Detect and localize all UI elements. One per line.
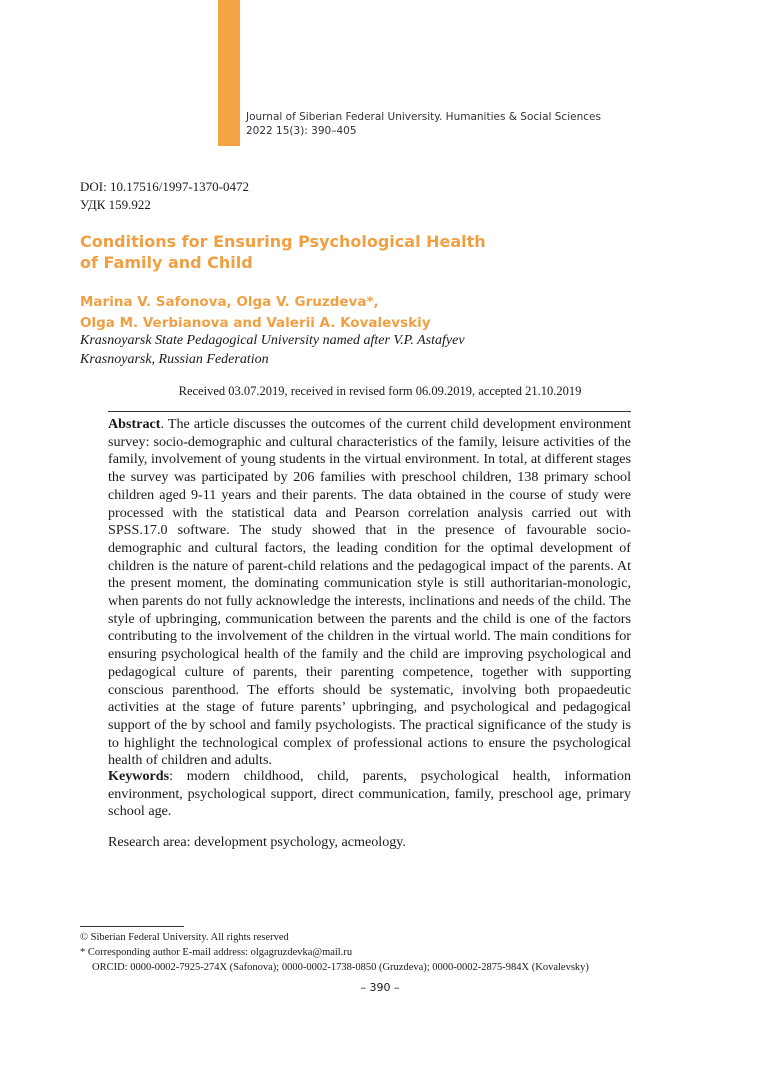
keywords-label: Keywords [108, 768, 170, 784]
abstract-text: . The article discusses the outcomes of the current child development environment survey: socio-demographic and cultural characteristics of the family, leisure activities of the family, involvement of young students in the virtual environment. In total, at different stages the survey was participated by 206 families with preschool children, 138 primary school children aged 9-11 years and their parents. The data obtained in the course of study were processed with the statistical data and Pearson correlation analysis carried out with SPSS.17.0 software. The study showed that in the presence of favourable socio-demographic and cultural factors, the leading condition for the optimal development of children is the nature of parent-child relations and the pedagogical impact of the parents. At the present moment, the dominating communication style is still authoritarian-monologic, when parents do not fully acknowledge the interests, inclinations and needs of the child. The style of upbringing, communication between the parents and the child is one of the factors contributing to the involvement of the children in the virtual world. The main conditions for ensuring psychological health of the family and the child are improving psychological and pedagogical culture of parents, their parenting competence, together with supporting conscious parenthood. The efforts should be systematic, involving both propaedeutic activities at the stage of future parents’ upbringing, and psychological and pedagogical support of the by school and family psychologists. The practical significance of the study is to highlight the technological complex of professional actions to ensure the psychological health of children and adults. [108, 416, 631, 769]
abstract-label: Abstract [108, 416, 161, 432]
title-line-2: of Family and Child [80, 253, 253, 272]
journal-name: Journal of Siberian Federal University. Humanities & Social Sciences [246, 111, 601, 123]
footnote-divider [80, 926, 184, 927]
affiliation-line-1: Krasnoyarsk State Pedagogical University named after V.P. Astafyev [80, 333, 465, 348]
journal-issue: 2022 15(3): 390–405 [246, 125, 357, 137]
title-line-1: Conditions for Ensuring Psychological Health [80, 232, 486, 251]
abstract-divider [108, 411, 631, 412]
copyright-note: © Siberian Federal University. All rights reserved [80, 932, 289, 943]
authors-line-2: Olga M. Verbianova and Valerii A. Kovalevskiy [80, 315, 431, 331]
orcid-note: ORCID: 0000-0002-7925-274X (Safonova); 0000-0002-1738-0850 (Gruzdeva); 0000-0002-2875-984X (Kovalevsky) [92, 962, 589, 973]
corresponding-author-note: * Corresponding author E-mail address: olgagruzdevka@mail.ru [80, 947, 353, 958]
keywords-text: : modern childhood, child, parents, psychological health, information environment, psychological support, direct communication, family, preschool age, primary school age. [108, 768, 631, 820]
footnotes [80, 930, 589, 975]
authors-line-1: Marina V. Safonova, Olga V. Gruzdeva*, [80, 294, 379, 310]
article-title [80, 231, 486, 273]
article-identifiers [80, 178, 249, 214]
abstract [108, 416, 631, 770]
journal-header [246, 110, 601, 138]
journal-accent-bar [218, 0, 240, 146]
affiliation [80, 331, 465, 369]
research-area: Research area: development psychology, acmeology. [108, 834, 406, 850]
received-dates: Received 03.07.2019, received in revised form 06.09.2019, accepted 21.10.2019 [178, 384, 582, 398]
doi: DOI: 10.17516/1997-1370-0472 [80, 179, 249, 194]
affiliation-line-2: Krasnoyarsk, Russian Federation [80, 352, 269, 367]
authors [80, 292, 431, 334]
udk: УДК 159.922 [80, 197, 151, 212]
keywords [108, 768, 631, 821]
page-number: – 390 – [360, 981, 400, 994]
